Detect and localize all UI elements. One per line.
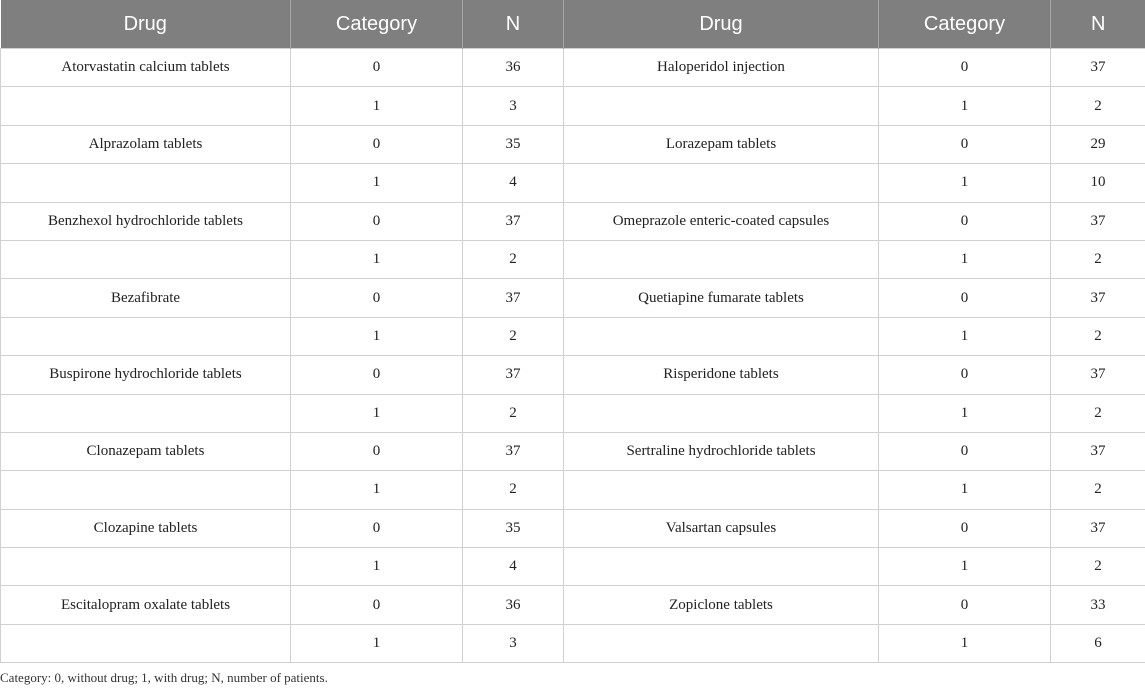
category-cell: 0 bbox=[291, 279, 463, 317]
drug-cell bbox=[564, 87, 879, 125]
category-cell: 0 bbox=[879, 586, 1051, 624]
table-row bbox=[1, 394, 1145, 432]
category-cell: 0 bbox=[879, 125, 1051, 163]
category-cell: 1 bbox=[291, 240, 463, 278]
n-cell: 2 bbox=[1051, 317, 1145, 355]
drug-cell bbox=[1, 548, 291, 586]
category-cell: 0 bbox=[291, 356, 463, 394]
n-cell: 37 bbox=[1051, 356, 1145, 394]
table-row bbox=[1, 240, 1145, 278]
drug-cell bbox=[564, 317, 879, 355]
drug-cell bbox=[1, 624, 291, 662]
n-cell: 4 bbox=[463, 164, 564, 202]
table-body bbox=[1, 49, 1145, 663]
table-row bbox=[1, 317, 1145, 355]
category-cell: 0 bbox=[879, 279, 1051, 317]
header-category-right: Category bbox=[879, 0, 1051, 49]
header-drug-right: Drug bbox=[564, 0, 879, 49]
header-n-left: N bbox=[463, 0, 564, 49]
drug-cell bbox=[564, 548, 879, 586]
category-cell: 1 bbox=[879, 87, 1051, 125]
header-n-right: N bbox=[1051, 0, 1145, 49]
n-cell: 37 bbox=[463, 356, 564, 394]
drug-cell: Clozapine tablets bbox=[1, 509, 291, 547]
category-cell: 1 bbox=[291, 394, 463, 432]
n-cell: 2 bbox=[463, 240, 564, 278]
category-cell: 0 bbox=[291, 49, 463, 87]
n-cell: 36 bbox=[463, 49, 564, 87]
n-cell: 4 bbox=[463, 548, 564, 586]
category-cell: 0 bbox=[879, 509, 1051, 547]
category-cell: 0 bbox=[291, 432, 463, 470]
n-cell: 37 bbox=[463, 202, 564, 240]
drug-cell bbox=[1, 87, 291, 125]
n-cell: 37 bbox=[1051, 202, 1145, 240]
drug-cell: Alprazolam tablets bbox=[1, 125, 291, 163]
drug-cell: Bezafibrate bbox=[1, 279, 291, 317]
drug-cell bbox=[1, 471, 291, 509]
category-cell: 1 bbox=[879, 471, 1051, 509]
header-drug-left: Drug bbox=[1, 0, 291, 49]
category-cell: 1 bbox=[291, 624, 463, 662]
category-cell: 1 bbox=[291, 317, 463, 355]
drug-cell bbox=[564, 624, 879, 662]
drug-cell: Quetiapine fumarate tablets bbox=[564, 279, 879, 317]
category-cell: 1 bbox=[291, 471, 463, 509]
category-cell: 1 bbox=[879, 317, 1051, 355]
drug-cell bbox=[564, 394, 879, 432]
category-cell: 1 bbox=[879, 240, 1051, 278]
drug-cell: Lorazepam tablets bbox=[564, 125, 879, 163]
n-cell: 29 bbox=[1051, 125, 1145, 163]
drug-cell: Omeprazole enteric-coated capsules bbox=[564, 202, 879, 240]
n-cell: 37 bbox=[1051, 509, 1145, 547]
table-row bbox=[1, 548, 1145, 586]
category-cell: 0 bbox=[879, 432, 1051, 470]
n-cell: 35 bbox=[463, 125, 564, 163]
drug-cell: Haloperidol injection bbox=[564, 49, 879, 87]
drug-cell: Sertraline hydrochloride tablets bbox=[564, 432, 879, 470]
table-footnote: Category: 0, without drug; 1, with drug; N, number of patients. bbox=[0, 670, 328, 685]
drug-cell: Atorvastatin calcium tablets bbox=[1, 49, 291, 87]
drug-cell bbox=[1, 164, 291, 202]
table-row bbox=[1, 624, 1145, 662]
header-row bbox=[1, 0, 1145, 49]
drug-cell bbox=[564, 164, 879, 202]
n-cell: 2 bbox=[1051, 394, 1145, 432]
category-cell: 1 bbox=[879, 624, 1051, 662]
table-row bbox=[1, 586, 1145, 624]
drug-cell: Valsartan capsules bbox=[564, 509, 879, 547]
category-cell: 0 bbox=[291, 125, 463, 163]
drug-cell bbox=[1, 317, 291, 355]
header-category-left: Category bbox=[291, 0, 463, 49]
n-cell: 2 bbox=[1051, 548, 1145, 586]
category-cell: 1 bbox=[291, 87, 463, 125]
drug-cell bbox=[564, 240, 879, 278]
n-cell: 2 bbox=[1051, 240, 1145, 278]
drug-cell: Zopiclone tablets bbox=[564, 586, 879, 624]
n-cell: 2 bbox=[1051, 87, 1145, 125]
category-cell: 0 bbox=[879, 202, 1051, 240]
n-cell: 37 bbox=[1051, 49, 1145, 87]
table-row bbox=[1, 509, 1145, 547]
drug-cell bbox=[1, 394, 291, 432]
n-cell: 37 bbox=[463, 432, 564, 470]
table-row bbox=[1, 356, 1145, 394]
n-cell: 3 bbox=[463, 624, 564, 662]
n-cell: 2 bbox=[1051, 471, 1145, 509]
category-cell: 0 bbox=[879, 49, 1051, 87]
category-cell: 0 bbox=[291, 202, 463, 240]
n-cell: 33 bbox=[1051, 586, 1145, 624]
category-cell: 0 bbox=[291, 586, 463, 624]
n-cell: 37 bbox=[463, 279, 564, 317]
n-cell: 2 bbox=[463, 471, 564, 509]
category-cell: 1 bbox=[879, 164, 1051, 202]
category-cell: 1 bbox=[879, 394, 1051, 432]
drug-cell: Escitalopram oxalate tablets bbox=[1, 586, 291, 624]
n-cell: 6 bbox=[1051, 624, 1145, 662]
category-cell: 0 bbox=[291, 509, 463, 547]
table-row bbox=[1, 471, 1145, 509]
n-cell: 37 bbox=[1051, 432, 1145, 470]
drug-cell: Risperidone tablets bbox=[564, 356, 879, 394]
table-row bbox=[1, 49, 1145, 87]
drug-cell bbox=[1, 240, 291, 278]
drug-cell: Benzhexol hydrochloride tablets bbox=[1, 202, 291, 240]
n-cell: 2 bbox=[463, 394, 564, 432]
table-row bbox=[1, 202, 1145, 240]
category-cell: 0 bbox=[879, 356, 1051, 394]
table-row bbox=[1, 125, 1145, 163]
n-cell: 37 bbox=[1051, 279, 1145, 317]
table-header bbox=[1, 0, 1145, 49]
n-cell: 36 bbox=[463, 586, 564, 624]
n-cell: 3 bbox=[463, 87, 564, 125]
drug-cell: Buspirone hydrochloride tablets bbox=[1, 356, 291, 394]
table-row bbox=[1, 164, 1145, 202]
drug-cell: Clonazepam tablets bbox=[1, 432, 291, 470]
category-cell: 1 bbox=[291, 548, 463, 586]
n-cell: 2 bbox=[463, 317, 564, 355]
drug-cell bbox=[564, 471, 879, 509]
table-row bbox=[1, 432, 1145, 470]
n-cell: 35 bbox=[463, 509, 564, 547]
table-row bbox=[1, 87, 1145, 125]
category-cell: 1 bbox=[291, 164, 463, 202]
category-cell: 1 bbox=[879, 548, 1051, 586]
table-row bbox=[1, 279, 1145, 317]
n-cell: 10 bbox=[1051, 164, 1145, 202]
